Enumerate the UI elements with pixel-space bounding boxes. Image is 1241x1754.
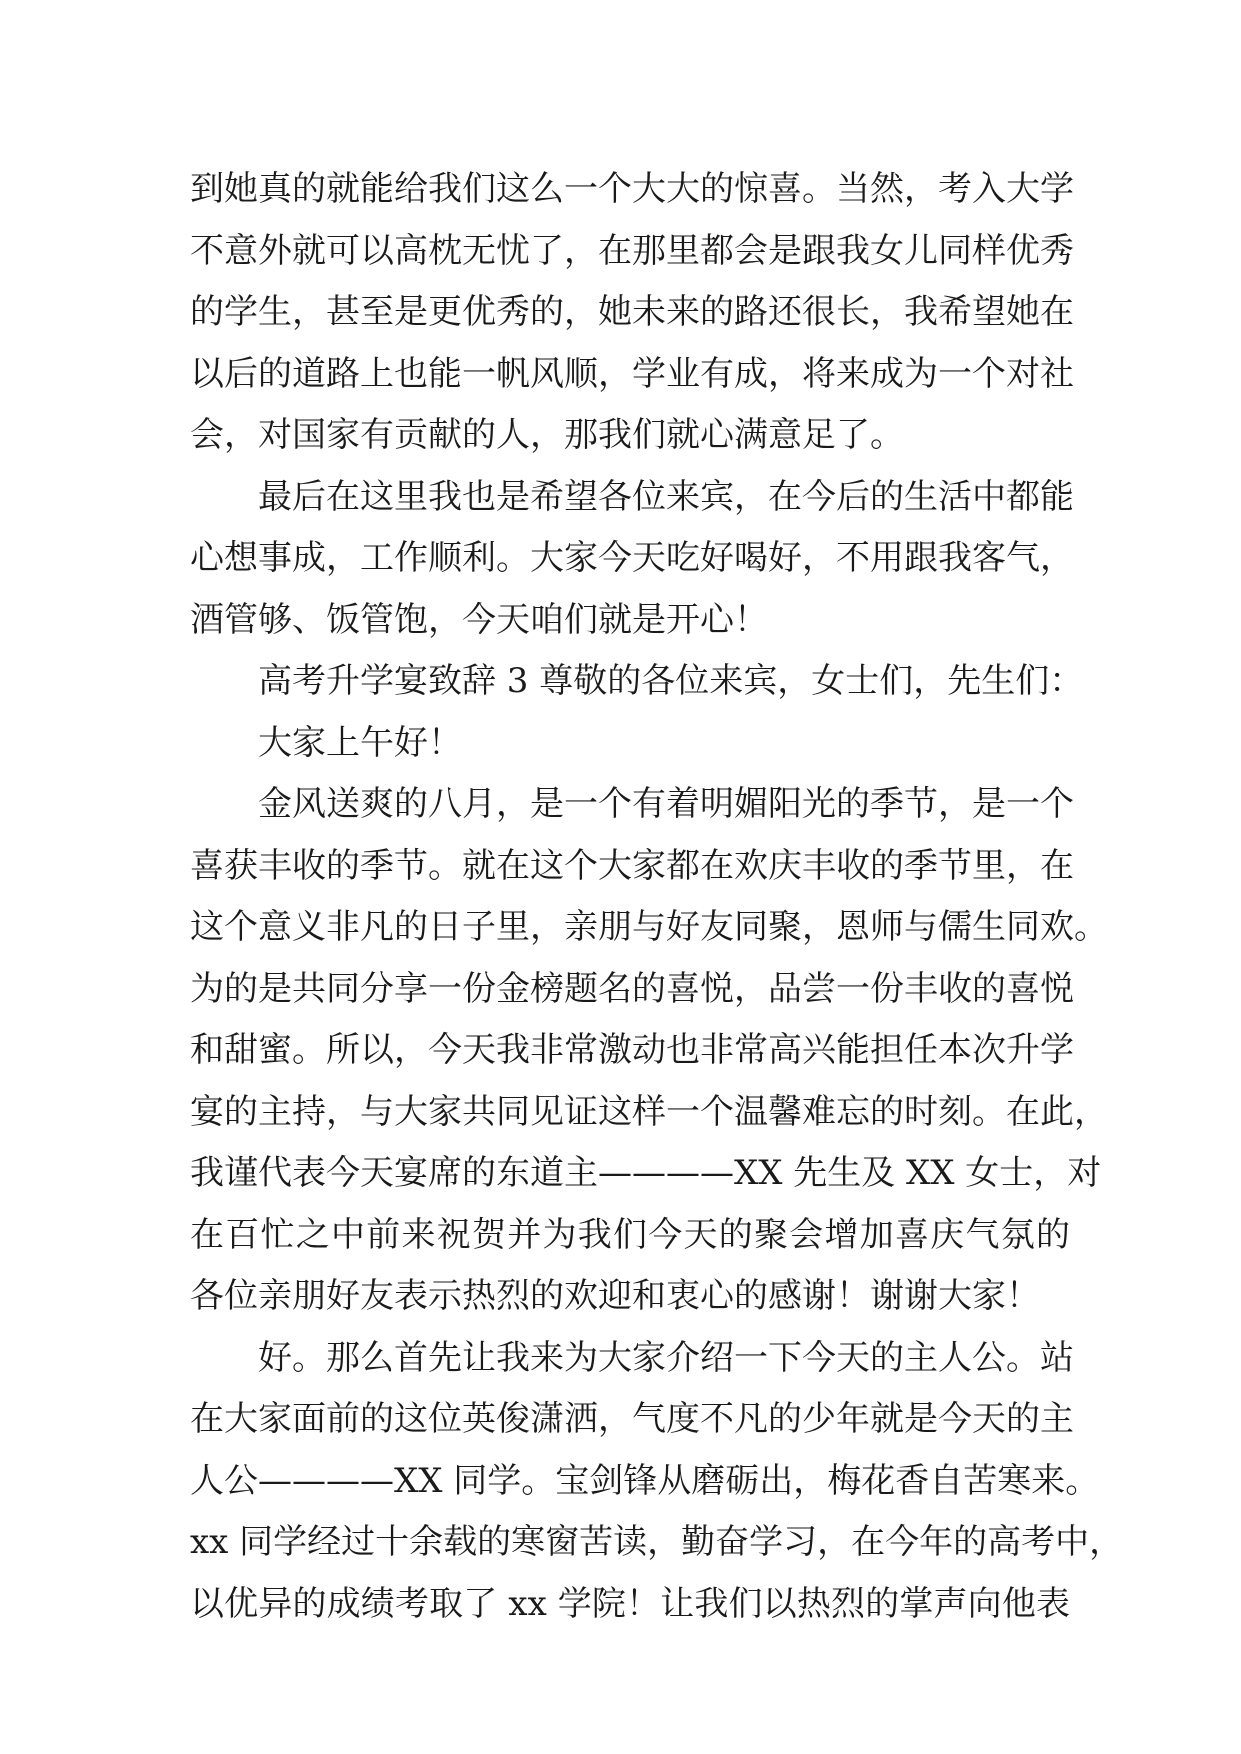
text-line: 这个意义非凡的日子里，亲朋与好友同聚，恩师与儒生同欢。 <box>190 907 1108 947</box>
text-line: xx 同学经过十余载的寒窗苦读，勤奋学习，在今年的高考中， <box>190 1522 1124 1562</box>
text-line: 和甜蜜。所以，今天我非常激动也非常高兴能担任本次升学 <box>190 1030 1074 1070</box>
text-line: 金风送爽的八月，是一个有着明媚阳光的季节，是一个 <box>258 784 1074 824</box>
text-line: 高考升学宴致辞 3 尊敬的各位来宾，女士们，先生们： <box>258 661 1084 701</box>
text-line: 不意外就可以高枕无忧了，在那里都会是跟我女儿同样优秀 <box>190 230 1074 271</box>
text-line: 到她真的就能给我们这么一个大大的惊喜。当然，考入大学 <box>190 169 1074 209</box>
text-line: 人公————XX 同学。宝剑锋从磨砺出，梅花香自苦寒来。 <box>190 1460 1100 1501</box>
text-line: 为的是共同分享一份金榜题名的喜悦，品尝一份丰收的喜悦 <box>190 968 1074 1009</box>
text-line: 在大家面前的这位英俊潇洒，气度不凡的少年就是今天的主 <box>190 1399 1074 1439</box>
text-line: 的学生，甚至是更优秀的，她未来的路还很长，我希望她在 <box>190 292 1074 332</box>
text-line: 好。那么首先让我来为大家介绍一下今天的主人公。站 <box>258 1337 1074 1378</box>
text-line: 会，对国家有贡献的人，那我们就心满意足了。 <box>190 415 904 455</box>
text-line: 以后的道路上也能一帆风顺，学业有成，将来成为一个对社 <box>190 353 1074 394</box>
text-line: 宴的主持，与大家共同见证这样一个温馨难忘的时刻。在此， <box>190 1091 1108 1132</box>
text-line: 心想事成，工作顺利。大家今天吃好喝好，不用跟我客气， <box>190 538 1074 578</box>
text-line: 各位亲朋好友表示热烈的欢迎和衷心的感谢！谢谢大家！ <box>190 1276 1040 1316</box>
text-line: 酒管够、饭管饱，今天咱们就是开心！ <box>190 599 768 640</box>
text-line: 大家上午好！ <box>258 722 462 763</box>
text-line: 在百忙之中前来祝贺并为我们今天的聚会增加喜庆气氛的 <box>190 1214 1070 1255</box>
text-line: 喜获丰收的季节。就在这个大家都在欢庆丰收的季节里，在 <box>190 845 1074 886</box>
text-line: 以优异的成绩考取了 xx 学院！让我们以热烈的掌声向他表 <box>190 1583 1070 1624</box>
text-line: 最后在这里我也是希望各位来宾，在今后的生活中都能 <box>258 476 1074 517</box>
text-line: 我谨代表今天宴席的东道主————XX 先生及 XX 女士，对 <box>190 1153 1102 1193</box>
document-body <box>190 158 1124 1634</box>
